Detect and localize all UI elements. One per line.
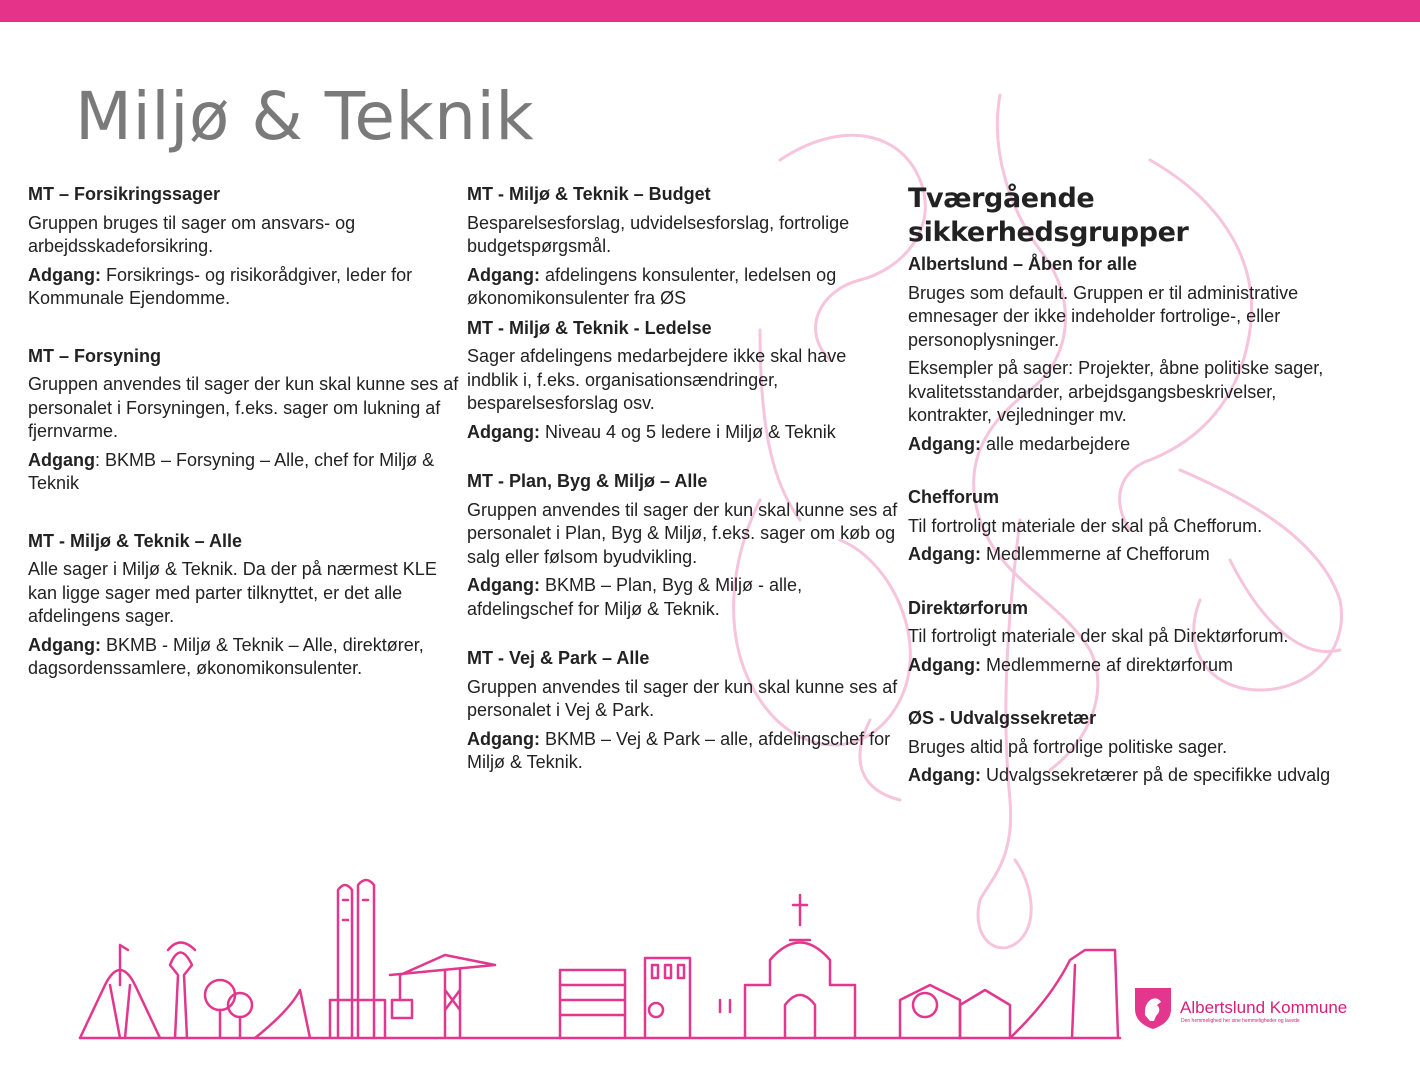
access-line <box>467 264 899 311</box>
section-title: ØS - Udvalgssekretær <box>908 708 1097 728</box>
access-text: : BKMB – Forsyning – Alle, chef for Miljø & Teknik <box>28 449 435 493</box>
section-description: Gruppen anvendes til sager der kun skal kunne ses af personalet i Plan, Byg & Miljø, f.eks. sager om køb og salg eller følsom byudvikling. <box>467 499 898 567</box>
access-text: afdelingens konsulenter, ledelsen og økonomikonsulenter fra ØS <box>467 264 837 308</box>
access-text: BKMB – Vej & Park – alle, afdelingschef for Miljø & Teknik. <box>467 728 891 772</box>
access-line <box>908 433 1338 457</box>
access-label: Adgang <box>28 449 95 470</box>
access-label: Adgang: <box>908 544 981 564</box>
access-text: BKMB - Miljø & Teknik – Alle, direktører, dagsordenssamlere, økonomikonsulenter. <box>28 634 424 678</box>
column-right <box>908 182 1338 818</box>
section-title: Albertslund – Åben for alle <box>908 254 1138 274</box>
section-title: MT – Forsyning <box>28 345 162 366</box>
logo-text: Albertslund Kommune <box>1180 998 1348 1017</box>
section-description: Gruppen anvendes til sager der kun skal kunne ses af personalet i Forsyningen, f.eks. sager om lukning af fjernvarme. <box>28 374 459 441</box>
section-albertslund-aaben <box>908 253 1338 456</box>
access-text: Forsikrings- og risikorådgiver, leder for Kommunale Ejendomme. <box>28 264 413 308</box>
logo-tagline: Den hemmelighed her sine hemmeligheder og lavede <box>1181 1018 1300 1024</box>
access-text: Medlemmerne af Chefforum <box>980 544 1210 564</box>
column-left <box>28 183 460 715</box>
access-label: Adgang: <box>467 264 540 285</box>
access-line <box>908 654 1338 678</box>
access-label: Adgang: <box>467 575 540 595</box>
section-ledelse <box>467 317 899 445</box>
section-chefforum <box>908 486 1338 567</box>
section-description: Til fortroligt materiale der skal på Chefforum. <box>908 515 1263 536</box>
top-accent-bar <box>0 0 1420 22</box>
section-title: MT - Miljø & Teknik – Alle <box>28 530 243 551</box>
section-title: MT - Vej & Park – Alle <box>467 648 650 668</box>
section-budget <box>467 183 899 311</box>
section-description: Til fortroligt materiale der skal på Direktørforum. <box>908 626 1289 646</box>
access-text: Niveau 4 og 5 ledere i Miljø & Teknik <box>539 421 836 442</box>
access-line <box>28 634 460 681</box>
section-forsyning <box>28 345 460 496</box>
access-line <box>908 764 1338 788</box>
section-title: MT - Miljø & Teknik - Ledelse <box>467 317 712 338</box>
section-direktorforum <box>908 597 1338 678</box>
column-middle <box>467 183 899 781</box>
section-forsikringssager <box>28 183 460 311</box>
section-title: Direktørforum <box>908 597 1029 618</box>
access-label: Adgang: <box>28 264 101 285</box>
section-description: Bruges altid på fortrolige politiske sager. <box>908 736 1228 757</box>
access-label: Adgang: <box>28 634 101 655</box>
cross-group-heading: Tværgående sikkerhedsgrupper <box>908 183 1189 248</box>
section-udvalgssekretaer <box>908 707 1338 788</box>
albertslund-shield-icon <box>1132 985 1174 1031</box>
access-line <box>467 574 899 621</box>
section-description: Bruges som default. Gruppen er til administrative emnesager der ikke indeholder fortrolige-, eller personoplysninger. <box>908 282 1299 350</box>
access-label: Adgang: <box>467 728 540 749</box>
access-text: BKMB – Plan, Byg & Miljø - alle, afdelingschef for Miljø & Teknik. <box>467 575 803 619</box>
section-title: MT - Plan, Byg & Miljø – Alle <box>467 471 708 491</box>
section-title: Chefforum <box>908 487 999 507</box>
section-plan-byg-miljo <box>467 470 899 621</box>
section-description: Gruppen bruges til sager om ansvars- og arbejdsskadeforsikring. <box>28 212 356 256</box>
access-line <box>467 728 899 775</box>
access-line <box>28 264 460 311</box>
access-label: Adgang: <box>467 421 540 442</box>
access-label: Adgang: <box>908 433 981 454</box>
access-line <box>908 543 1338 567</box>
section-vej-park <box>467 647 899 775</box>
access-text: Medlemmerne af direktørforum <box>980 654 1234 675</box>
access-line <box>467 421 899 445</box>
section-examples-cont: kvalitetsstandarder, arbejdsgangsbeskrivelser, kontrakter, vejledninger mv. <box>908 381 1277 425</box>
access-line <box>28 449 460 496</box>
section-description: Sager afdelingens medarbejdere ikke skal have indblik i, f.eks. organisationsændringer, besparelsesforslag osv. <box>467 346 847 413</box>
section-description: Besparelsesforslag, udvidelsesforslag, fortrolige budgetspørgsmål. <box>467 212 850 256</box>
access-label: Adgang: <box>908 765 981 785</box>
section-title: MT - Miljø & Teknik – Budget <box>467 184 711 204</box>
section-description: Gruppen anvendes til sager der kun skal kunne ses af personalet i Vej & Park. <box>467 676 898 720</box>
section-title: MT – Forsikringssager <box>28 184 221 204</box>
section-examples: Eksempler på sager: Projekter, åbne politiske sager, <box>908 358 1324 378</box>
access-text: Udvalgssekretærer på de specifikke udvalg <box>980 765 1331 785</box>
section-description: Alle sager i Miljø & Teknik. Da der på nærmest KLE kan ligge sager med parter tilknyttet, er det alle afdelingens sager. <box>28 559 437 626</box>
access-label: Adgang: <box>908 654 981 675</box>
section-miljo-teknik-alle <box>28 530 460 681</box>
access-text: alle medarbejdere <box>980 433 1131 454</box>
page-title: Miljø & Teknik <box>75 78 535 155</box>
